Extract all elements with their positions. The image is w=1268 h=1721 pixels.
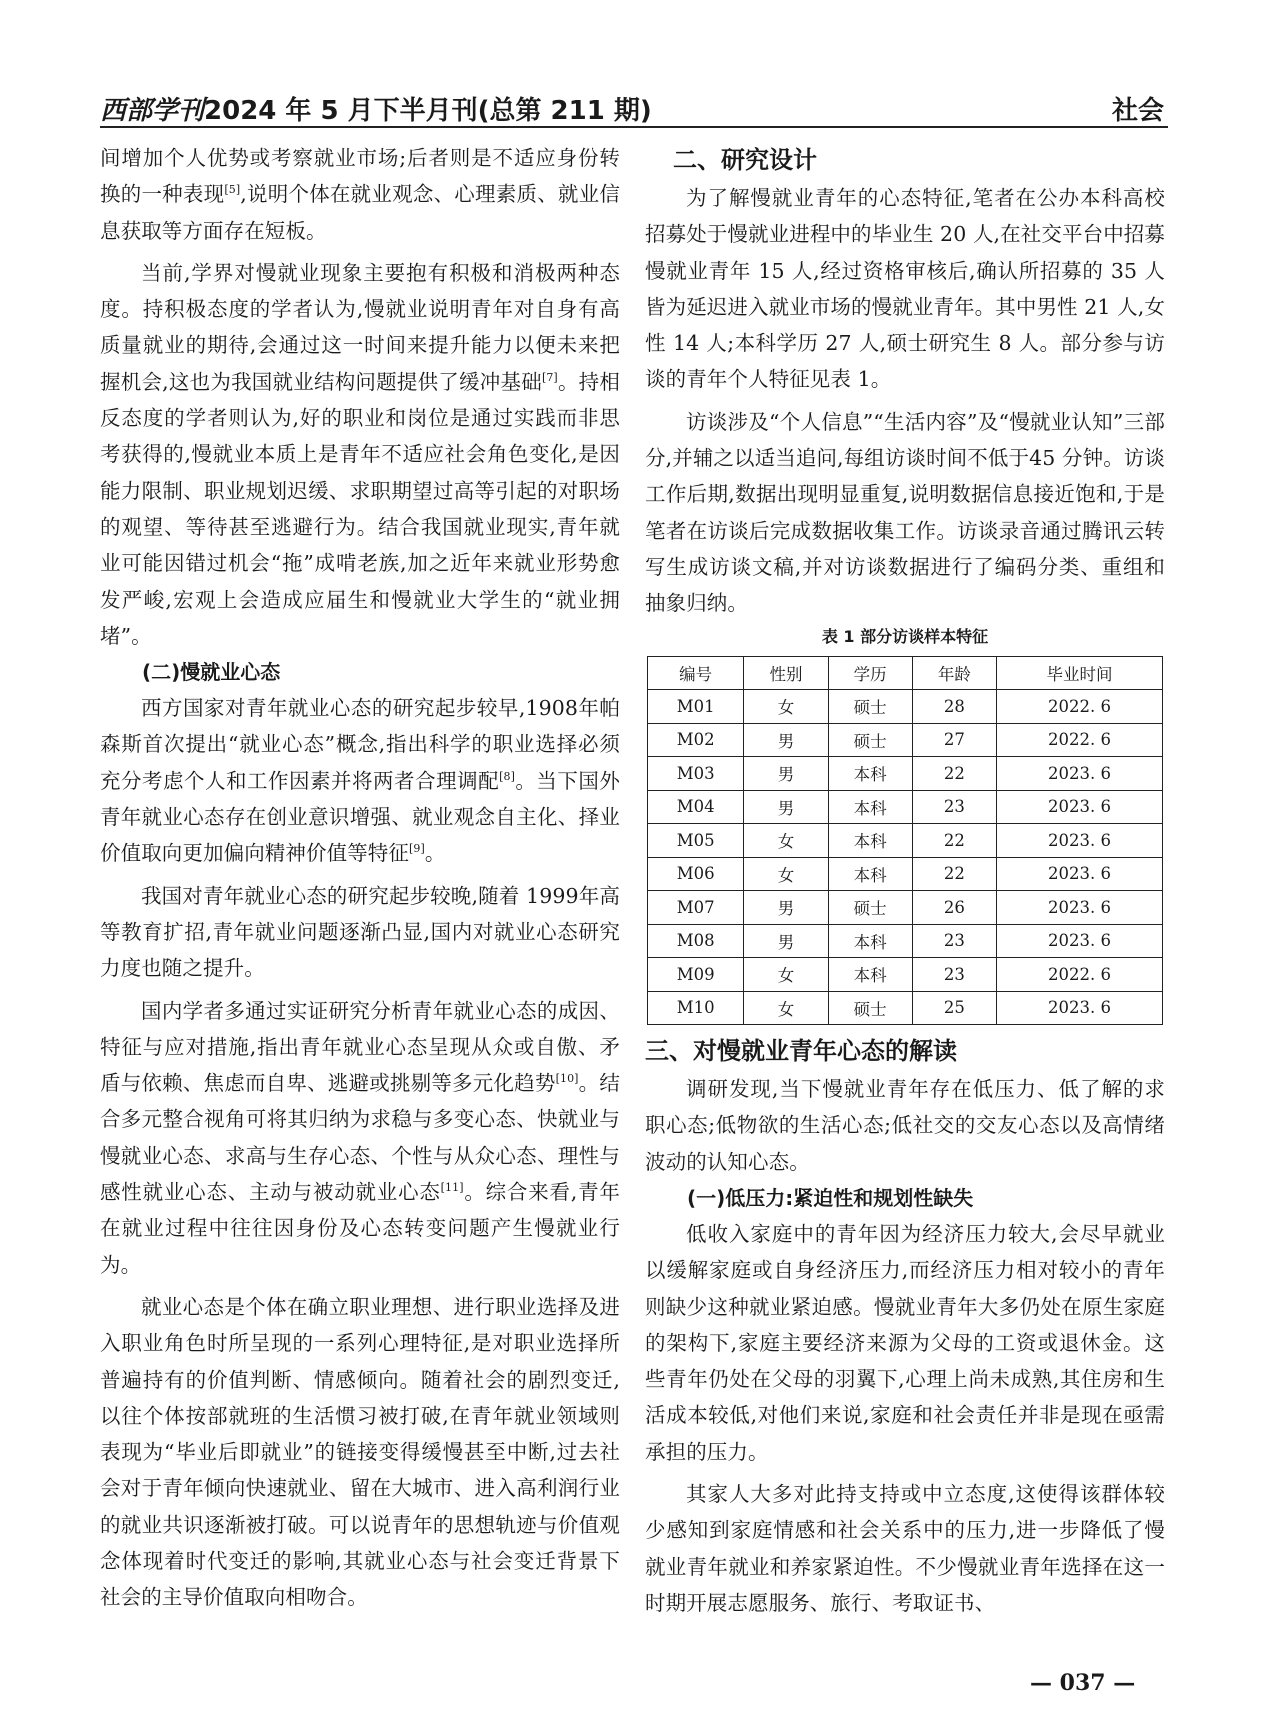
paragraph xyxy=(100,993,620,1283)
table-cell: M04 xyxy=(648,790,744,824)
table-cell: 22 xyxy=(912,757,996,791)
paragraph: 访谈涉及“个人信息”“生活内容”及“慢就业认知”三部分,并辅之以适当追问,每组访谈时间不低于45 分钟。访谈工作后期,数据出现明显重复,说明数据信息接近饱和,于是笔者在访谈后完成数据收集工作。访谈录音通过腾讯云转写生成访谈文稿,并对访谈数据进行了编码分类、重组和抽象归纳。 xyxy=(645,409,1165,616)
table-cell: 男 xyxy=(744,924,828,958)
table-cell: 2023. 6 xyxy=(996,824,1162,858)
table-cell: 2023. 6 xyxy=(996,757,1162,791)
table-row xyxy=(648,857,1163,891)
table-row xyxy=(648,958,1163,992)
table-cell: 22 xyxy=(912,857,996,891)
table-cell: 23 xyxy=(912,790,996,824)
table-cell: 2023. 6 xyxy=(996,991,1162,1025)
left-column xyxy=(100,140,620,1616)
journal-title xyxy=(100,90,652,127)
table-cell: 硕士 xyxy=(828,991,912,1025)
citation: [5] xyxy=(224,183,241,197)
table-cell: 男 xyxy=(744,723,828,757)
subsection-heading: (二)慢就业心态 xyxy=(142,660,281,685)
section-label: 社会 xyxy=(1111,96,1164,126)
table-cell: 硕士 xyxy=(828,723,912,757)
table-cell: 本科 xyxy=(828,958,912,992)
table-cell: 23 xyxy=(912,958,996,992)
table-cell: M01 xyxy=(648,690,744,724)
table-cell: M05 xyxy=(648,824,744,858)
table-cell: 2023. 6 xyxy=(996,924,1162,958)
table-cell: 女 xyxy=(744,991,828,1025)
table-cell: 硕士 xyxy=(828,891,912,925)
table-row xyxy=(648,723,1163,757)
text: 当前,学界对慢就业现象主要抱有积极和消极两种态度。持积极态度的学者认为,慢就业说明青年对自身有高质量就业的期待,会通过这一时间来提升能力以便未来把握机会,这也为我国就业结构问题提供了缓冲基础 xyxy=(100,260,620,394)
paragraph xyxy=(100,690,620,871)
citation: [8] xyxy=(499,769,515,783)
text: 。持相反态度的学者则认为,好的职业和岗位是通过实践而非思考获得的,慢就业本质上是青年不适应社会角色变化,是因能力限制、职业规划迟缓、求职期望过高等引起的对职场的观望、等待甚至逃避行为。结合我国就业现实,青年就业可能因错过机会“拖”成啃老族,加之近年来就业形势愈发严峻,宏观上会造成应届生和慢就业大学生的“就业拥堵”。 xyxy=(100,369,620,648)
text: 西方国家对青年就业心态的研究起步较早,1908年帕森斯首次提出“就业心态”概念,指出科学的职业选择必须充分考虑个人和工作因素并将两者合理调配 xyxy=(100,696,620,793)
text: ,说明个体在就业观念、心理素质、就业信息获取等方面存在短板。 xyxy=(100,182,620,243)
table-cell: M02 xyxy=(648,723,744,757)
paragraph: 调研发现,当下慢就业青年存在低压力、低了解的求职心态;低物欲的生活心态;低社交的交友心态以及高情绪波动的认知心态。 xyxy=(645,1077,1165,1174)
table-cell: 2022. 6 xyxy=(996,958,1162,992)
text: 。结合多元整合视角可将其归纳为求稳与多变心态、快就业与慢就业心态、求高与生存心态、个性与从众心态、理性与感性就业心态、主动与被动就业心态 xyxy=(100,1071,620,1205)
table-cell: 25 xyxy=(912,991,996,1025)
table-header-cell: 毕业时间 xyxy=(996,656,1162,690)
table-cell: 本科 xyxy=(828,790,912,824)
table-header-cell: 编号 xyxy=(648,656,744,690)
table-row xyxy=(648,757,1163,791)
table-header-cell: 性别 xyxy=(744,656,828,690)
table-cell: 本科 xyxy=(828,857,912,891)
page-number: — 037 — xyxy=(1030,1670,1136,1696)
table-cell: M09 xyxy=(648,958,744,992)
paragraph: 为了解慢就业青年的心态特征,笔者在公办本科高校招募处于慢就业进程中的毕业生 20 人,在社交平台中招募慢就业青年 15 人,经过资格审核后,确认所招募的 35 人皆为延迟进入就业市场的慢就业青年。其中男性 21 人,女性 14 人;本科学历 27 人,硕士研究生 8 人。部分参与访谈的青年个人特征见表 1。 xyxy=(645,186,1165,392)
table-cell: 2023. 6 xyxy=(996,857,1162,891)
citation: [7] xyxy=(541,370,558,384)
table-caption: 表 1 部分访谈样本特征 xyxy=(821,626,989,646)
table-cell: 27 xyxy=(912,723,996,757)
table-cell: 23 xyxy=(912,924,996,958)
table-header-cell: 年龄 xyxy=(912,656,996,690)
text: 间增加个人优势或考察就业市场;后者则是不适应身份转换的一种表现 xyxy=(100,146,620,207)
table-cell: 2022. 6 xyxy=(996,723,1162,757)
paragraph: 我国对青年就业心态的研究起步较晚,随着 1999年高等教育扩招,青年就业问题逐渐凸显,国内对就业心态研究力度也随之提升。 xyxy=(100,883,620,981)
subsection-heading: (一)低压力:紧迫性和规划性缺失 xyxy=(687,1185,974,1210)
section-heading: 三、对慢就业青年心态的解读 xyxy=(645,1037,957,1066)
right-column xyxy=(645,140,1165,1621)
table-header-row xyxy=(648,656,1163,690)
paragraph xyxy=(100,255,620,654)
table-cell: 本科 xyxy=(828,924,912,958)
citation: [11] xyxy=(440,1181,464,1195)
table-cell: 男 xyxy=(744,891,828,925)
table-cell: 2022. 6 xyxy=(996,690,1162,724)
journal-logo: 西部学刊 xyxy=(100,96,205,126)
table-cell: 28 xyxy=(912,690,996,724)
text: 国内学者多通过实证研究分析青年就业心态的成因、特征与应对措施,指出青年就业心态呈现从众或自傲、矛盾与依赖、焦虑而自卑、逃避或挑剔等多元化趋势 xyxy=(100,998,620,1096)
table-row xyxy=(648,891,1163,925)
table-row xyxy=(648,824,1163,858)
table-cell: 女 xyxy=(744,958,828,992)
paragraph: 其家人大多对此持支持或中立态度,这使得该群体较少感知到家庭情感和社会关系中的压力,进一步降低了慢就业青年就业和养家紧迫性。不少慢就业青年选择在这一时期开展志愿服务、旅行、考取证书、 xyxy=(645,1482,1165,1615)
table-row xyxy=(648,924,1163,958)
table-cell: 硕士 xyxy=(828,690,912,724)
citation: [9] xyxy=(409,842,425,856)
table-cell: 本科 xyxy=(828,757,912,791)
table-cell: 女 xyxy=(744,857,828,891)
text: 。 xyxy=(424,841,446,866)
table-row xyxy=(648,991,1163,1025)
table-cell: 男 xyxy=(744,757,828,791)
text: 。当下国外青年就业心态存在创业意识增强、就业观念自主化、择业价值取向更加偏向精神价值等特征 xyxy=(100,768,621,866)
table-cell: 女 xyxy=(744,690,828,724)
table-row xyxy=(648,690,1163,724)
section-heading: 二、研究设计 xyxy=(673,146,817,174)
table-cell: M07 xyxy=(648,891,744,925)
table-header-cell: 学历 xyxy=(828,656,912,690)
table-cell: M08 xyxy=(648,924,744,958)
table-cell: 男 xyxy=(744,790,828,824)
paragraph: 低收入家庭中的青年因为经济压力较大,会尽早就业以缓解家庭或自身经济压力,而经济压力相对较小的青年则缺少这种就业紧迫感。慢就业青年大多仍处在原生家庭的架构下,家庭主要经济来源为父母的工资或退休金。这些青年仍处在父母的羽翼下,心理上尚未成熟,其住房和生活成本较低,对他们来说,家庭和社会责任并非是现在亟需承担的压力。 xyxy=(645,1221,1165,1464)
table-cell: 女 xyxy=(744,824,828,858)
text: 。综合来看,青年在就业过程中往往因身份及心态转变问题产生慢就业行为。 xyxy=(100,1180,620,1277)
citation: [10] xyxy=(555,1072,579,1086)
table-cell: M06 xyxy=(648,857,744,891)
running-header xyxy=(100,86,1168,128)
paragraph xyxy=(100,140,620,249)
table-cell: M10 xyxy=(648,991,744,1025)
table-cell: 2023. 6 xyxy=(996,891,1162,925)
table-cell: 26 xyxy=(912,891,996,925)
table-cell: 22 xyxy=(912,824,996,858)
table-row xyxy=(648,790,1163,824)
sample-table xyxy=(647,656,1163,1026)
paragraph: 就业心态是个体在确立职业理想、进行职业选择及进入职业角色时所呈现的一系列心理特征,是对职业选择所普遍持有的价值判断、情感倾向。随着社会的剧烈变迁,以往个体按部就班的生活惯习被打破,在青年就业领域则表现为“毕业后即就业”的链接变得缓慢甚至中断,过去社会对于青年倾向快速就业、留在大城市、进入高利润行业的就业共识逐渐被打破。可以说青年的思想轨迹与价值观念体现着时代变迁的影响,其就业心态与社会变迁背景下社会的主导价值取向相吻合。 xyxy=(100,1294,620,1610)
table-cell: M03 xyxy=(648,757,744,791)
table-cell: 2023. 6 xyxy=(996,790,1162,824)
table-cell: 本科 xyxy=(828,824,912,858)
journal-issue: 2024 年 5 月下半月刊(总第 211 期) xyxy=(204,96,652,126)
